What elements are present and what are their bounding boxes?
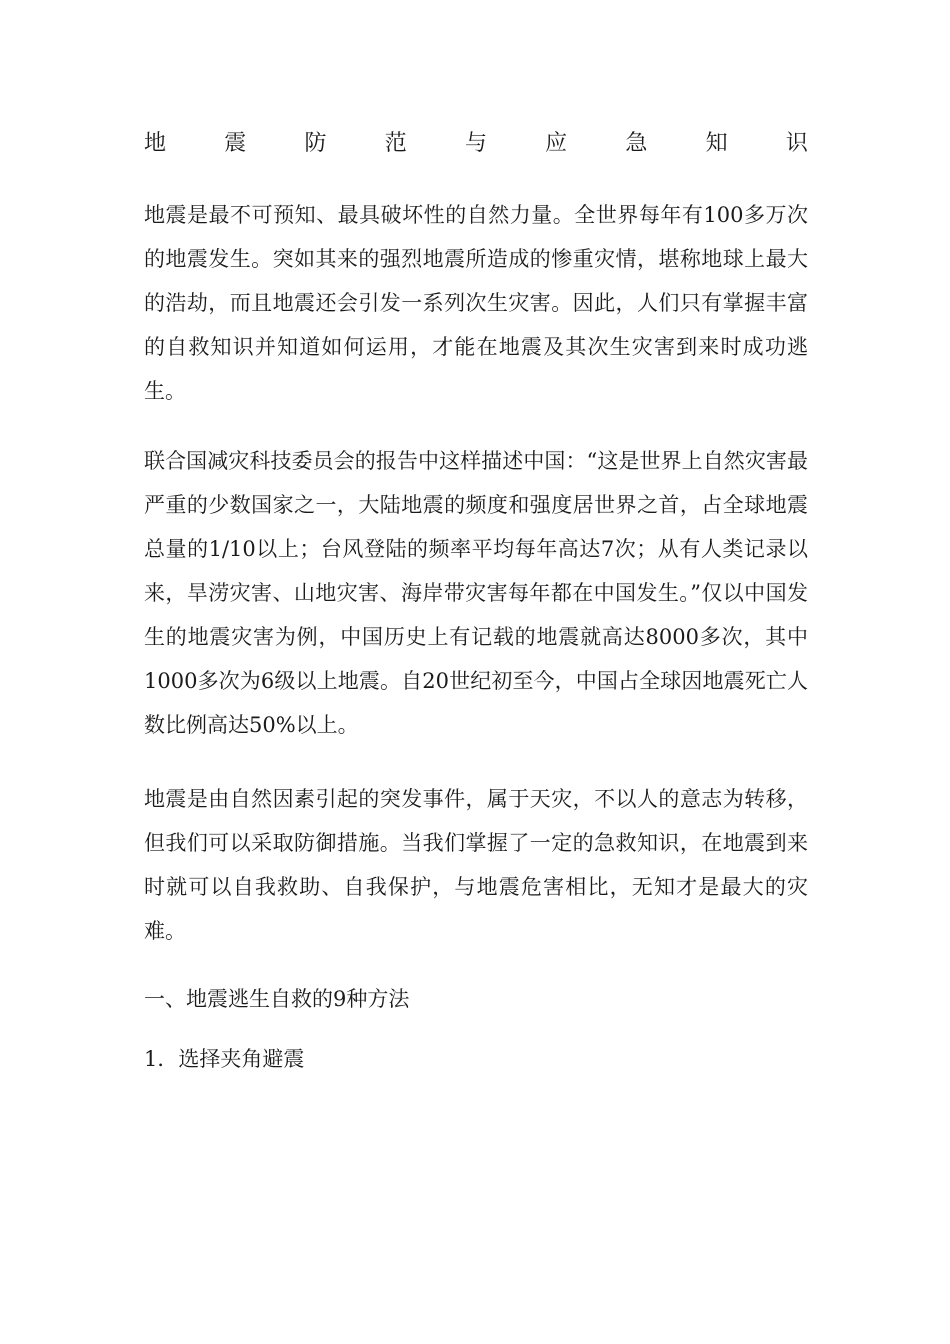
- title-char: 知: [705, 131, 728, 156]
- title-char: 地: [144, 131, 167, 156]
- document-body: [144, 193, 808, 1097]
- title-char: 与: [464, 131, 487, 156]
- title-char: 急: [625, 131, 648, 156]
- paragraph-prevention: 地震是由自然因素引起的突发事件，属于天灾，不以人的意志为转移，但我们可以采取防御措施。当我们掌握了一定的急救知识，在地震到来时就可以自我救助、自我保护，与地震危害相比，无知才是最大的灾难。: [144, 787, 808, 943]
- paragraph-intro: 地震是最不可预知、最具破坏性的自然力量。全世界每年有100多万次的地震发生。突如其来的强烈地震所造成的惨重灾情，堪称地球上最大的浩劫，而且地震还会引发一系列次生灾害。因此，人们只有掌握丰富的自救知识并知道如何运用，才能在地震及其次生灾害到来时成功逃生。: [144, 203, 808, 403]
- paragraph-un-report: 联合国减灾科技委员会的报告中这样描述中国：“这是世界上自然灾害最严重的少数国家之一，大陆地震的频度和强度居世界之首，占全球地震总量的1/10以上；台风登陆的频率平均每年高达7次；从有人类记录以来，旱涝灾害、山地灾害、海岸带灾害每年都在中国发生。”仅以中国发生的地震灾害为例，中国历史上有记载的地震就高达8000多次，其中1000多次为6级以上地震。自20世纪初至今，中国占全球因地震死亡人数比例高达50%以上。: [144, 449, 808, 737]
- title-char: 范: [384, 131, 407, 156]
- subsection-heading: 1．选择夹角避震: [144, 1047, 305, 1071]
- title-char: 识: [785, 131, 808, 156]
- title-char: 震: [224, 131, 247, 156]
- document-title: [144, 124, 808, 164]
- title-char: 应: [545, 131, 568, 156]
- section-heading: 一、地震逃生自救的9种方法: [144, 987, 410, 1011]
- title-char: 防: [304, 131, 327, 156]
